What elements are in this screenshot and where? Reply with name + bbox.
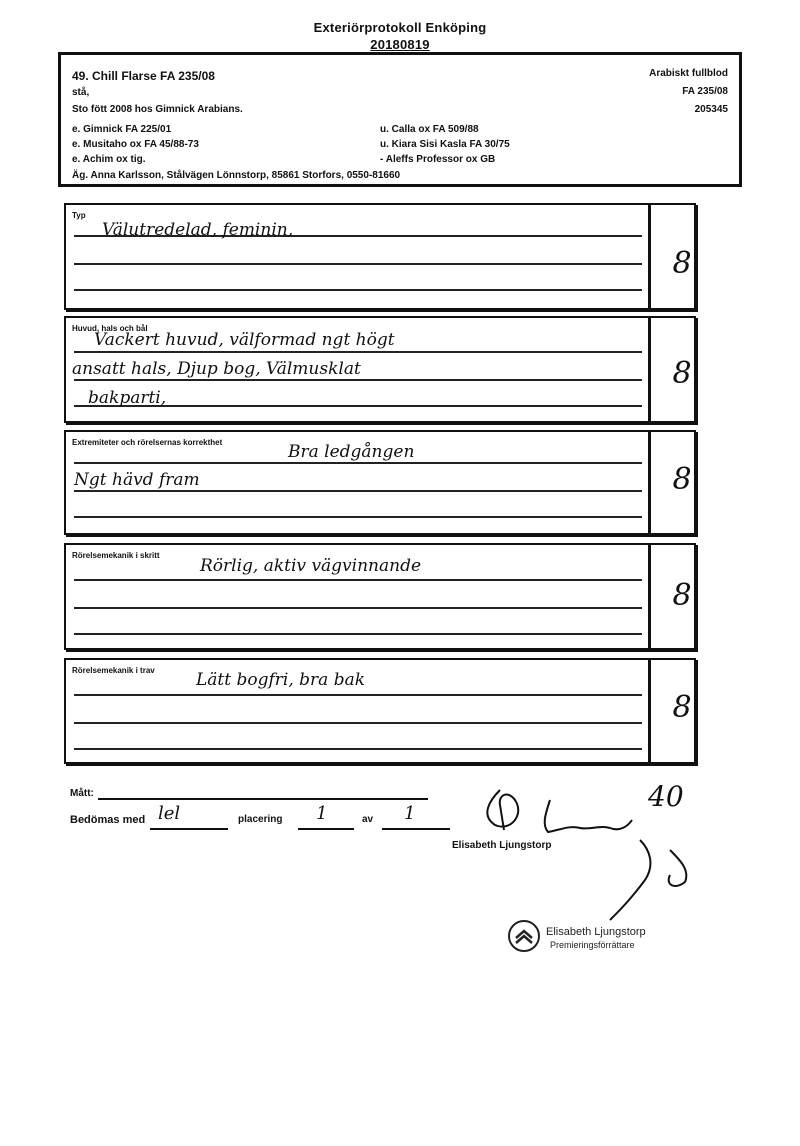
section-score: 8 <box>672 356 692 391</box>
document-title: Exteriörprotokoll Enköping <box>313 20 487 35</box>
section-label: Extremiteter och rörelsernas korrekthet <box>72 438 223 447</box>
section-label: Rörelsemekanik i trav <box>72 666 155 675</box>
horse-id: 205345 <box>694 104 728 115</box>
horse-sex: stå, <box>72 87 90 98</box>
measure-line <box>98 798 428 800</box>
pedigree-entry: - Aleffs Professor ox GB <box>380 154 496 165</box>
measure-label: Mått: <box>70 788 94 799</box>
of-label: av <box>362 814 374 825</box>
handwritten-comment: ansatt hals, Djup bog, Välmusklat <box>72 359 361 379</box>
pedigree-entry: e. Musitaho ox FA 45/88-73 <box>72 139 199 150</box>
handwritten-comment: bakparti, <box>88 388 167 408</box>
handwritten-comment: Välutredelad, feminin, <box>102 220 294 240</box>
pedigree-entry: e. Achim ox tig. <box>72 154 146 165</box>
pedigree-entry: e. Gimnick FA 225/01 <box>72 124 172 135</box>
total-score: 40 <box>648 780 684 813</box>
stamp-chevron-icon <box>514 926 534 946</box>
pedigree-entry: u. Kiara Sisi Kasla FA 30/75 <box>380 139 510 150</box>
handwritten-comment: Rörlig, aktiv vägvinnande <box>200 556 422 576</box>
document-date: 20180819 <box>370 37 430 52</box>
horse-name: 49. Chill Flarse FA 235/08 <box>72 69 215 83</box>
handwritten-comment: Ngt hävd fram <box>74 470 200 490</box>
handwritten-comment: Bra ledgången <box>288 442 415 462</box>
grade-label: Bedömas med <box>70 814 146 826</box>
stamp-title: Premieringsförrättare <box>550 940 635 950</box>
evaluation-section-trot <box>64 658 696 764</box>
placing-line <box>298 828 354 830</box>
owner-line: Äg. Anna Karlsson, Stålvägen Lönnstorp, 85861 Storfors, 0550-81660 <box>72 170 401 181</box>
grade-value: lel <box>158 803 181 824</box>
of-value: 1 <box>404 803 416 824</box>
handwritten-comment: Vackert huvud, välformad ngt högt <box>94 330 395 350</box>
section-label: Typ <box>72 211 86 220</box>
section-score: 8 <box>672 578 692 613</box>
horse-note: Sto fött 2008 hos Gimnick Arabians. <box>72 104 243 115</box>
placing-label: placering <box>238 814 283 825</box>
placing-value: 1 <box>316 803 328 824</box>
section-score: 8 <box>672 462 692 497</box>
section-label: Rörelsemekanik i skritt <box>72 551 160 560</box>
stamp-name: Elisabeth Ljungstorp <box>546 926 646 938</box>
section-score: 8 <box>672 690 692 725</box>
of-line <box>382 828 450 830</box>
horse-breed: Arabiskt fullblod <box>649 68 728 79</box>
handwritten-comment: Lätt bogfri, bra bak <box>196 670 366 690</box>
judge-name: Elisabeth Ljungstorp <box>452 840 552 851</box>
pedigree-entry: u. Calla ox FA 509/88 <box>380 124 479 135</box>
grade-line <box>150 828 228 830</box>
section-score: 8 <box>672 246 692 281</box>
horse-reg: FA 235/08 <box>682 86 728 97</box>
section-label: Huvud, hals och bål <box>72 324 148 333</box>
